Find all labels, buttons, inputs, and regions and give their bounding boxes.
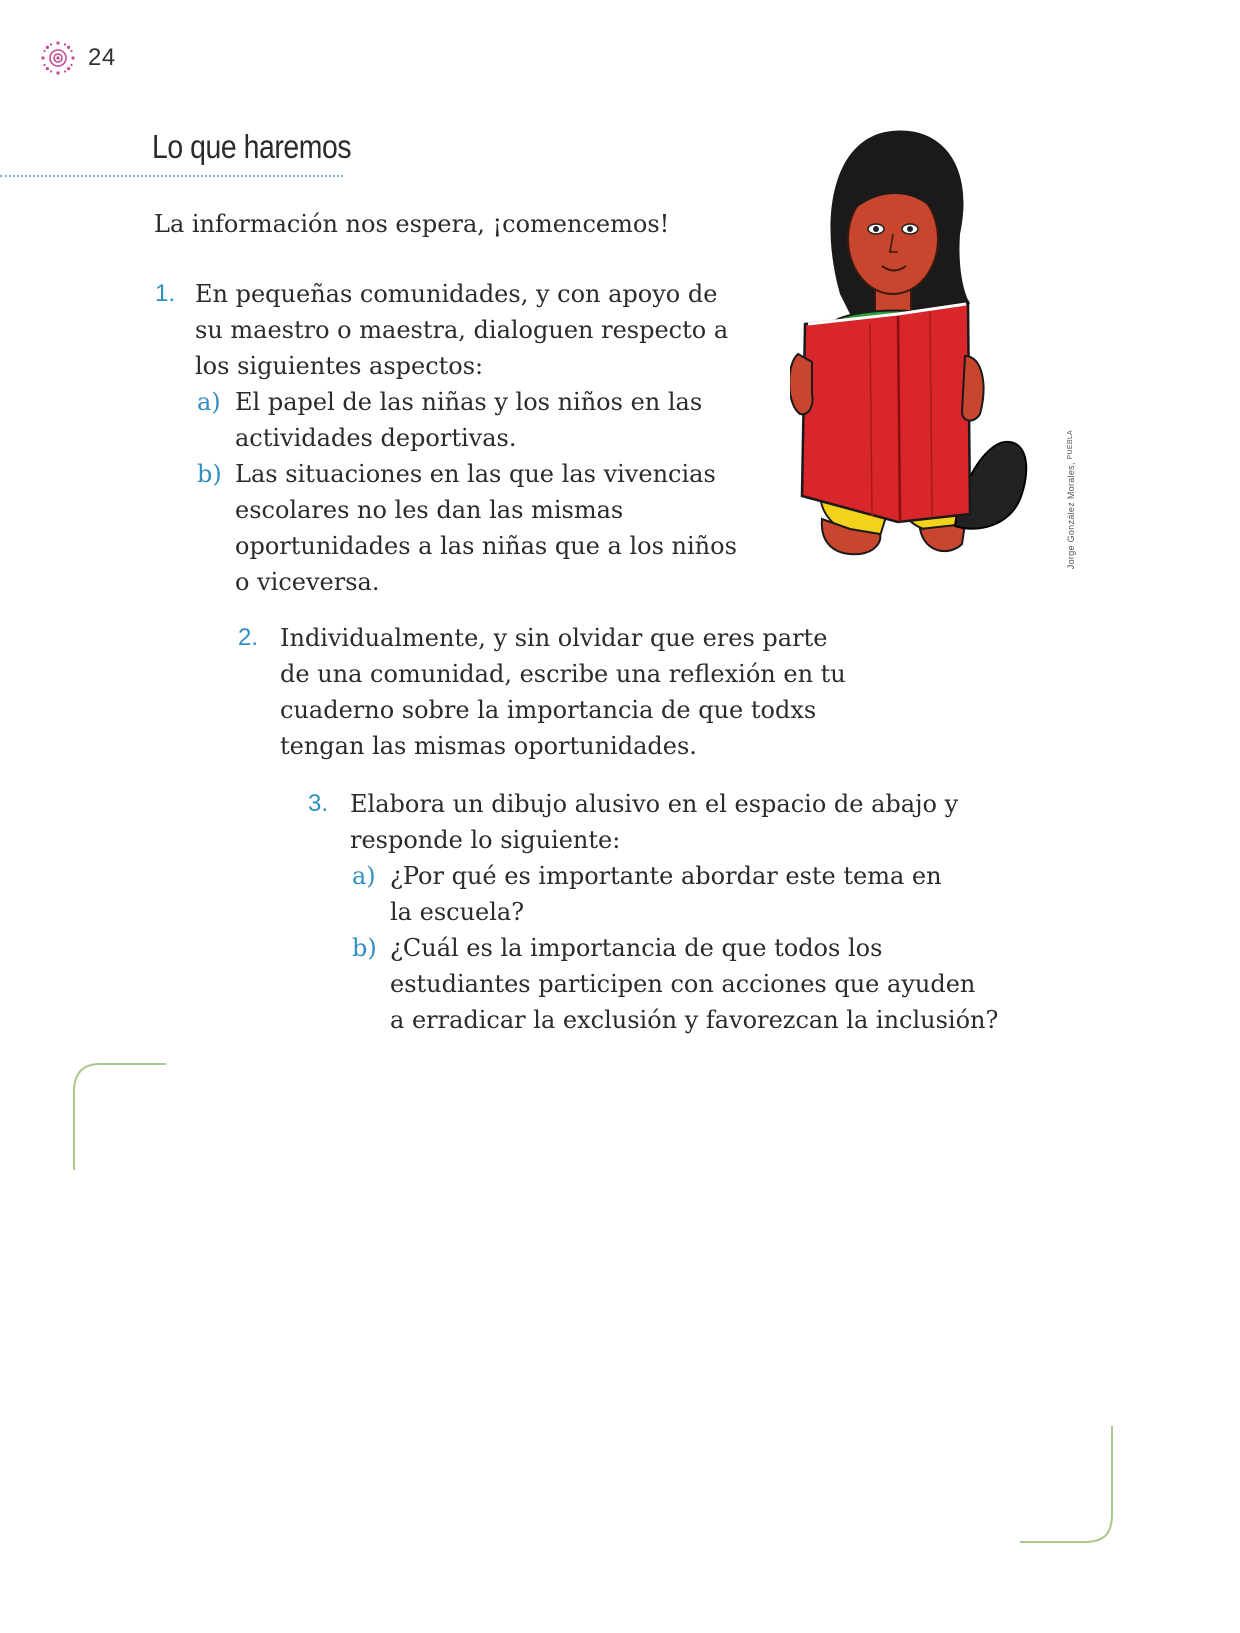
item-text-line: de una comunidad, escribe una reflexión en tu — [280, 660, 846, 688]
credit-place: PUEBLA — [1067, 430, 1074, 460]
section-title: Lo que haremos — [152, 128, 352, 165]
subitem-text-line: Las situaciones en las que las vivencias — [235, 460, 716, 488]
item-text-line: cuaderno sobre la importancia de que todxs — [280, 696, 817, 724]
subitem-text-line: escolares no les dan las mismas — [235, 496, 624, 524]
subitem-letter: a) — [197, 388, 221, 416]
subitem-text-line: actividades deportivas. — [235, 424, 517, 452]
drawing-frame-top-left — [70, 1062, 170, 1172]
mandala-icon — [40, 40, 76, 76]
left-hand — [790, 354, 813, 414]
title-underline — [0, 175, 343, 177]
page-number: 24 — [88, 44, 116, 71]
list-item-1 — [155, 276, 775, 600]
subitem-letter: b) — [197, 460, 222, 488]
item-text-line: los siguientes aspectos: — [195, 352, 484, 380]
subitem-text-line: oportunidades a las niñas que a los niños — [235, 532, 737, 560]
item-number: 2. — [238, 624, 259, 651]
item-number: 1. — [155, 280, 176, 307]
list-item-3 — [308, 786, 1028, 1038]
item-text-line: Elabora un dibujo alusivo en el espacio de abajo y — [350, 790, 959, 818]
subitem-text-line: estudiantes participen con acciones que ayuden — [390, 970, 976, 998]
subitem-text-line: a erradicar la exclusión y favorezcan la inclusión? — [390, 1006, 999, 1034]
subitem-text-line: ¿Cuál es la importancia de que todos los — [390, 934, 883, 962]
subitem-text-line: la escuela? — [390, 898, 525, 926]
drawing-frame-bottom-right — [1018, 1424, 1118, 1546]
intro-text: La información nos espera, ¡comencemos! — [154, 210, 670, 238]
child-reading-illustration — [790, 124, 1070, 584]
credit-name: Jorge González Morales, — [1066, 462, 1076, 570]
subitem-letter: b) — [352, 934, 377, 962]
illustration-credit — [1066, 430, 1076, 569]
right-hand — [962, 356, 984, 421]
item-text-line: Individualmente, y sin olvidar que eres parte — [280, 624, 828, 652]
item-text-line: tengan las mismas oportunidades. — [280, 732, 697, 760]
item-text-line: En pequeñas comunidades, y con apoyo de — [195, 280, 718, 308]
subitem-text-line: El papel de las niñas y los niños en las — [235, 388, 703, 416]
item-number: 3. — [308, 790, 329, 817]
item-text-line: su maestro o maestra, dialoguen respecto a — [195, 316, 729, 344]
item-text-line: responde lo siguiente: — [350, 826, 621, 854]
subitem-letter: a) — [352, 862, 376, 890]
subitem-text-line: ¿Por qué es importante abordar este tema en — [390, 862, 942, 890]
red-book — [802, 302, 970, 522]
subitem-text-line: o viceversa. — [235, 568, 380, 596]
list-item-2 — [238, 620, 898, 764]
